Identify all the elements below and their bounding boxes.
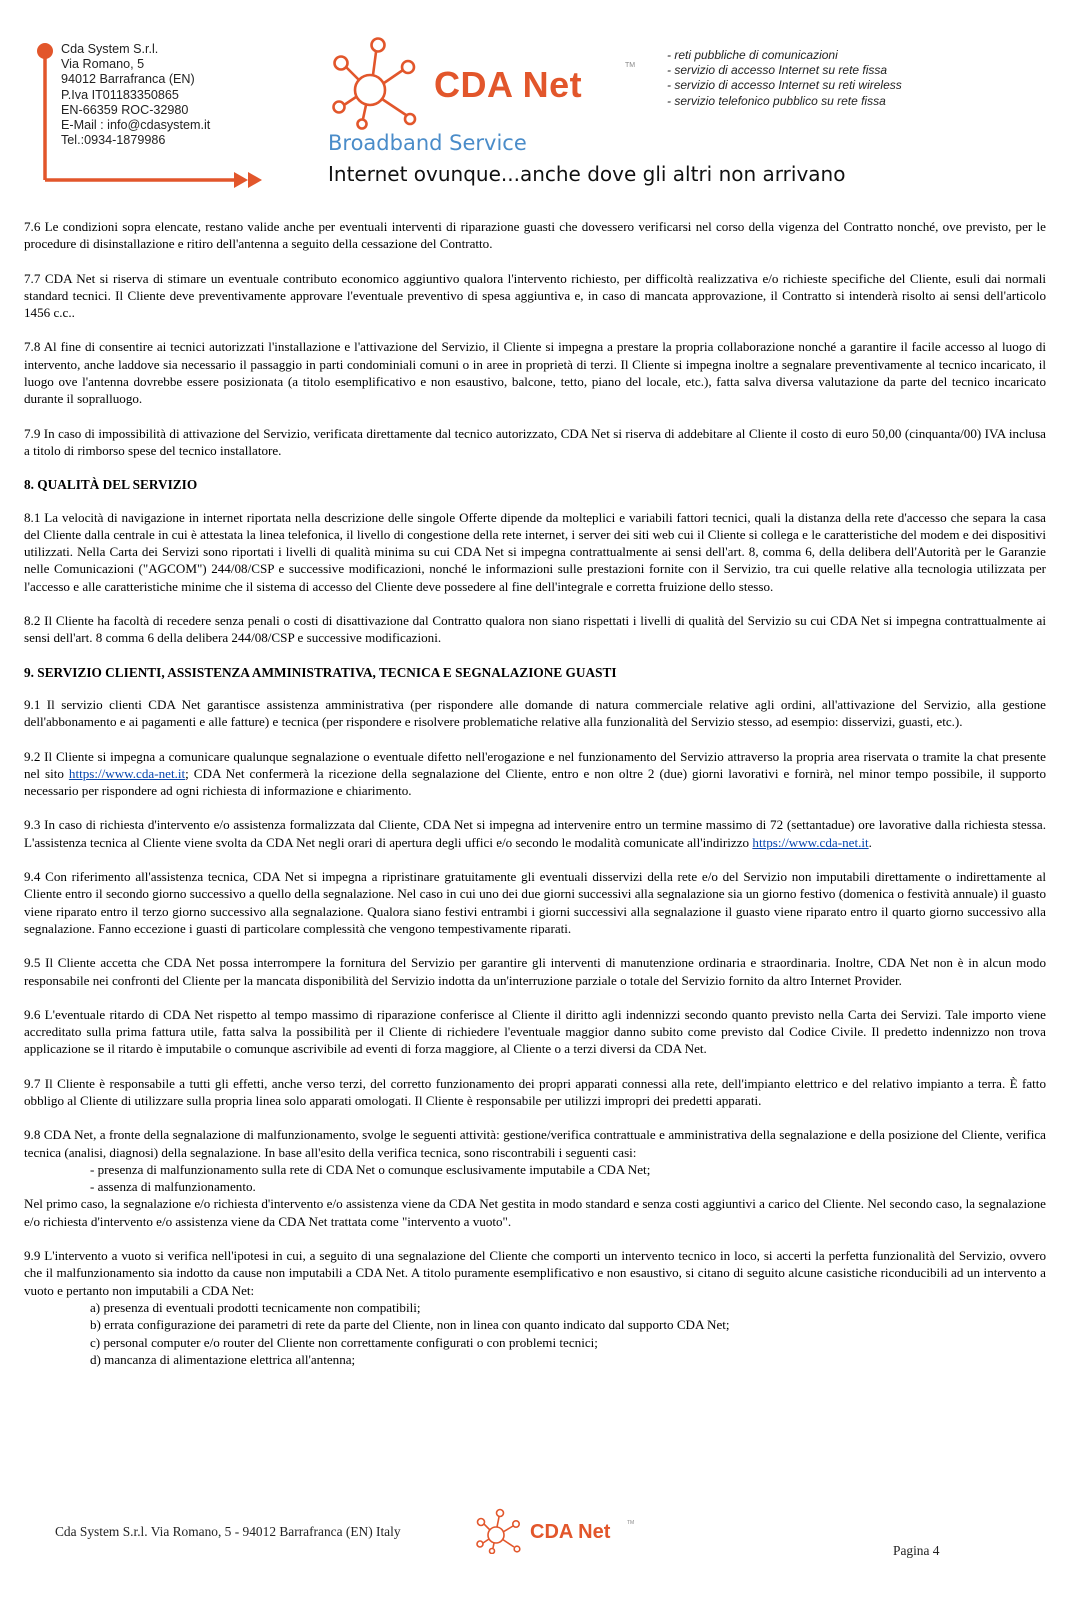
clause-9-3-text: 9.3 In caso di richiesta d'intervento e/o assistenza formalizzata dal Cliente, CDA Net si impegna ad intervenire entro un termine massimo di 72 (settantadue) ore lavorative dalla richiesta stessa. L'assistenza tecnica al Cliente viene svolta da CDA Net negli orari di apertura degli uffici e/o secondo le modalità comunicate all'indirizzo [24,817,1046,850]
clause-9-8-item: - assenza di malfunzionamento. [90,1179,256,1195]
cda-net-website-link[interactable]: https://www.cda-net.it [68,765,186,781]
page-number: Pagina 4 [893,1543,940,1558]
clause-9-7: 9.7 Il Cliente è responsabile a tutti gli effetti, anche verso terzi, del corretto funzionamento dei propri apparati connessi alla rete, dell'impianto elettrico e del relativo impianto a terra. È fatto obbligo al Cliente di utilizzare sulla propria linea solo apparati omologati. Il Cliente è responsabile per utilizzi impropri dei predetti apparati. [24,1075,1046,1108]
clause-9-9-item: b) errata configurazione dei parametri di rete da parte del Cliente, non in linea con quanto indicato dal supporto CDA Net; [90,1317,730,1333]
service-item: - servizio telefonico pubblico su rete fissa [667,93,886,108]
footer-trademark-mark: TM [627,1520,635,1526]
cda-net-website-link[interactable]: https://www.cda-net.it [752,834,869,850]
clause-8-1: 8.1 La velocità di navigazione in internet riportata nella descrizione delle singole Offerte dipende da molteplici e variabili fattori tecnici, quali la distanza della rete d'accesso che separa la casa del Cliente dalla centrale in cui è attestata la linea telefonica, il livello di congestione della rete internet, i server dei siti web cui il Cliente si collega e le caratteristiche del modem e dei dispositivi utilizzati. Nella Carta dei Servizi sono riportati i livelli di qualità minima su cui CDA Net si impegna contrattualmente ai sensi dell'art. 8, comma 6, della delibera dell'Autorità per le Garanzie nelle Comunicazioni ("AGCOM") 244/08/CSP e successive modificazioni, nonché le informazioni sulle prestazioni fornite con il Servizio, tra cui quelle relative alla tecnologia utilizzata per l'accesso e alle caratteristiche minime che il sistema di accesso del Cliente deve possedere al fine dell'integrale e corretta fruizione dello stesso. [24,509,1046,594]
trademark-mark: TM [625,62,636,69]
footer-molecule-logo-icon [474,1508,534,1554]
clause-7-7: 7.7 CDA Net si riserva di stimare un eventuale contributo economico aggiuntivo qualora l'intervento richiesto, per difficoltà realizzativa e/o richieste specifiche del Cliente, esuli dai normali standard tecnici. Il Cliente deve preventivamente approvare l'eventuale preventivo di spesa aggiuntiva e, in caso di mancata approvazione, il Contratto si intenderà risolto ai sensi dell'articolo 1456 c.c.. [24,270,1046,321]
company-line: Via Romano, 5 [61,57,145,72]
company-line: 94012 Barrafranca (EN) [61,72,195,87]
services-list [667,48,902,109]
clause-9-3 [24,816,1046,851]
clause-7-6: 7.6 Le condizioni sopra elencate, restano valide anche per eventuali interventi di riparazione guasti che dovessero verificarsi nel corso della vigenza del Contratto nonché, ove previsto, per le procedure di disinstallazione e ritiro dell'antenna a seguito della cessazione del Contratto. [24,219,1046,252]
page-footer [0,1508,1089,1600]
clause-9-9: 9.9 L'intervento a vuoto si verifica nell'ipotesi in cui, a seguito di una segnalazione del Cliente che comporti un intervento tecnico in loco, si accerti la perfetta funzionalità del Servizio, ovvero che il malfunzionamento sia indotto da cause non imputabili a CDA Net. A titolo puramente esemplificativo e non esaustivo, si citano di seguito alcune casistiche riconducibili ad un intervento a vuoto e pertanto non imputabili a CDA Net: [24,1248,1046,1298]
clause-9-3-text-end: . [868,834,872,850]
section-heading-9: 9. SERVIZIO CLIENTI, ASSISTENZA AMMINISTRATIVA, TECNICA E SEGNALAZIONE GUASTI [24,664,617,680]
clause-9-9-item: a) presenza di eventuali prodotti tecnicamente non compatibili; [90,1299,421,1315]
clause-7-9: 7.9 In caso di impossibilità di attivazione del Servizio, verificata direttamente dal tecnico autorizzato, CDA Net si riserva di addebitare al Cliente il costo di euro 50,00 (cinquanta/00) IVA inclusa a titolo di rimborso spese del tecnico installatore. [24,425,1046,458]
clause-9-6: 9.6 L'eventuale ritardo di CDA Net rispetto al tempo massimo di riparazione conferisce al Cliente il diritto agli indennizzi secondo quanto previsto nella Carta dei Servizi. Tale importo viene accreditato sulla prima fattura utile, fatta salva la possibilità per il Cliente di richiedere l'eventuale maggior danno subito come previsto dal Codice Civile. Il predetto indennizzo non trova applicazione se il ritardo è imputabile o comunque ascrivibile ad eventi di forza maggiore, al Cliente o a terzi diversi da CDA Net. [24,1006,1046,1057]
section-heading-8: 8. QUALITÀ DEL SERVIZIO [24,477,198,493]
brand-name: CDA Net [434,64,583,105]
clause-9-2 [24,748,1046,800]
clause-9-4: 9.4 Con riferimento all'assistenza tecnica, CDA Net si impegna a ripristinare gratuitamente gli eventuali disservizi della rete e/o del Servizio non imputabili direttamente o indirettamente al Cliente entro il secondo giorno successivo a quello della segnalazione. Nel caso in cui uno dei due giorni successivi alla segnalazione sia un giorno festivo (domenica o festività annuale) il guasto viene riparato entro il terzo giorno successivo alla segnalazione. Qualora siano festivi entrambi i giorni successivi alla segnalazione il guasto viene riparato entro il quarto giorno successivo alla segnalazione. Fanno eccezione i guasti di particolare complessità che vengono tempestivamente riparati. [24,869,1046,936]
company-line: E-Mail : info@cdasystem.it [61,118,211,133]
contract-body [24,218,1046,1368]
company-line: P.Iva IT01183350865 [61,87,179,102]
footer-address: Cda System S.r.l. Via Romano, 5 - 94012 Barrafranca (EN) Italy [55,1524,401,1539]
clause-9-2-text-end: ; CDA Net confermerà la ricezione della segnalazione del Cliente, entro e non oltre 2 (due) giorni lavorativi e fornirà, nel minor tempo possibile, il supporto necessario per rispondere ad ogni richiesta di informazione e chiarimento. [24,765,1046,799]
service-item: - servizio di accesso Internet su reti wireless [667,78,902,93]
clause-9-1: 9.1 Il servizio clienti CDA Net garantisce assistenza amministrativa (per rispondere alle domande di natura commerciale relative agli ordini, all'attivazione del Servizio, alla gestione dell'abbonamento e ai pagamenti e alle fatture) e tecnica (per rispondere e risolvere problematiche relative alla funzionalità del Servizio stesso, ad esempio: disservizi, guasti, etc.). [24,696,1046,730]
company-line: Tel.:0934-1879986 [61,133,166,148]
company-line: EN-66359 ROC-32980 [61,102,189,117]
clause-9-8-item: - presenza di malfunzionamento sulla rete di CDA Net o comunque esclusivamente imputabile a CDA Net; [90,1161,651,1177]
clause-9-5: 9.5 Il Cliente accetta che CDA Net possa interrompere la fornitura del Servizio per garantire gli interventi di manutenzione ordinaria e straordinaria. Inoltre, CDA Net non è in alcun modo responsabile nei confronti del Cliente per la mancata disponibilità del Servizio indotta da un'interruzione parziale o totale del Servizio fornito da altro Internet Provider. [24,955,1046,988]
cda-net-molecule-logo-icon [330,35,445,130]
clause-9-8-conclusion: Nel primo caso, la segnalazione e/o richiesta d'intervento e/o assistenza viene da CDA Net gestita in modo standard e senza costi aggiuntivi a carico del Cliente. Nel secondo caso, la segnalazione e/o richiesta d'intervento e/o assistenza viene da CDA Net trattata come "intervento a vuoto". [24,1196,1046,1229]
clause-7-8: 7.8 Al fine di consentire ai tecnici autorizzati l'installazione e l'attivazione del Servizio, il Cliente si impegna a prestare la propria collaborazione nonché a garantire il facile accesso al luogo di intervento, anche laddove sia necessario il passaggio in parti condominiali comuni o in aree in proprietà di terzi. Il Cliente si impegna inoltre a segnalare preventivamente al tecnico incaricato, il luogo ove l'antenna dovrebbe essere posizionata (a titolo esemplificativo e non esaustivo, balcone, tetto, piano del locale, etc.), fatta salva diversa valutazione da parte del tecnico incaricato durante il sopralluogo. [24,339,1046,407]
footer-brand-name: CDA Net [530,1521,611,1543]
clause-9-9-item: d) mancanza di alimentazione elettrica all'antenna; [90,1351,356,1367]
clause-8-2: 8.2 Il Cliente ha facoltà di recedere senza penali o costi di disattivazione dal Contratto qualora non siano rispettati i livelli di qualità del Servizio su cui CDA Net si impegna contrattualmente ai sensi dell'art. 8 comma 6 della delibera 244/08/CSP e successive modificazioni. [24,613,1046,646]
tagline-broadband: Broadband Service [328,131,527,155]
clause-9-8: 9.8 CDA Net, a fronte della segnalazione di malfunzionamento, svolge le seguenti attività: gestione/verifica contrattuale e amministrativa della segnalazione e della posizione del Cliente, verifica tecnica (analisi, diagnosi) della segnalazione. In base all'esito della verifica tecnica, sono riscontrabili i seguenti casi: [24,1127,1046,1160]
letterhead [0,0,1089,215]
tagline-slogan: Internet ovunque...anche dove gli altri non arrivano [328,162,846,186]
clause-9-2-text: 9.2 Il Cliente si impegna a comunicare qualunque segnalazione o eventuale difetto nell'erogazione e nel funzionamento del Servizio attraverso la propria area riservata o tramite la chat presente nel sito [24,748,1046,781]
company-info [61,42,210,148]
service-item: - servizio di accesso Internet su rete fissa [667,63,888,78]
service-item: - reti pubbliche di comunicazioni [667,48,838,62]
company-line: Cda System S.r.l. [61,42,159,56]
clause-9-9-item: c) personal computer e/o router del Cliente non correttamente configurati o con problemi tecnici; [90,1334,598,1350]
